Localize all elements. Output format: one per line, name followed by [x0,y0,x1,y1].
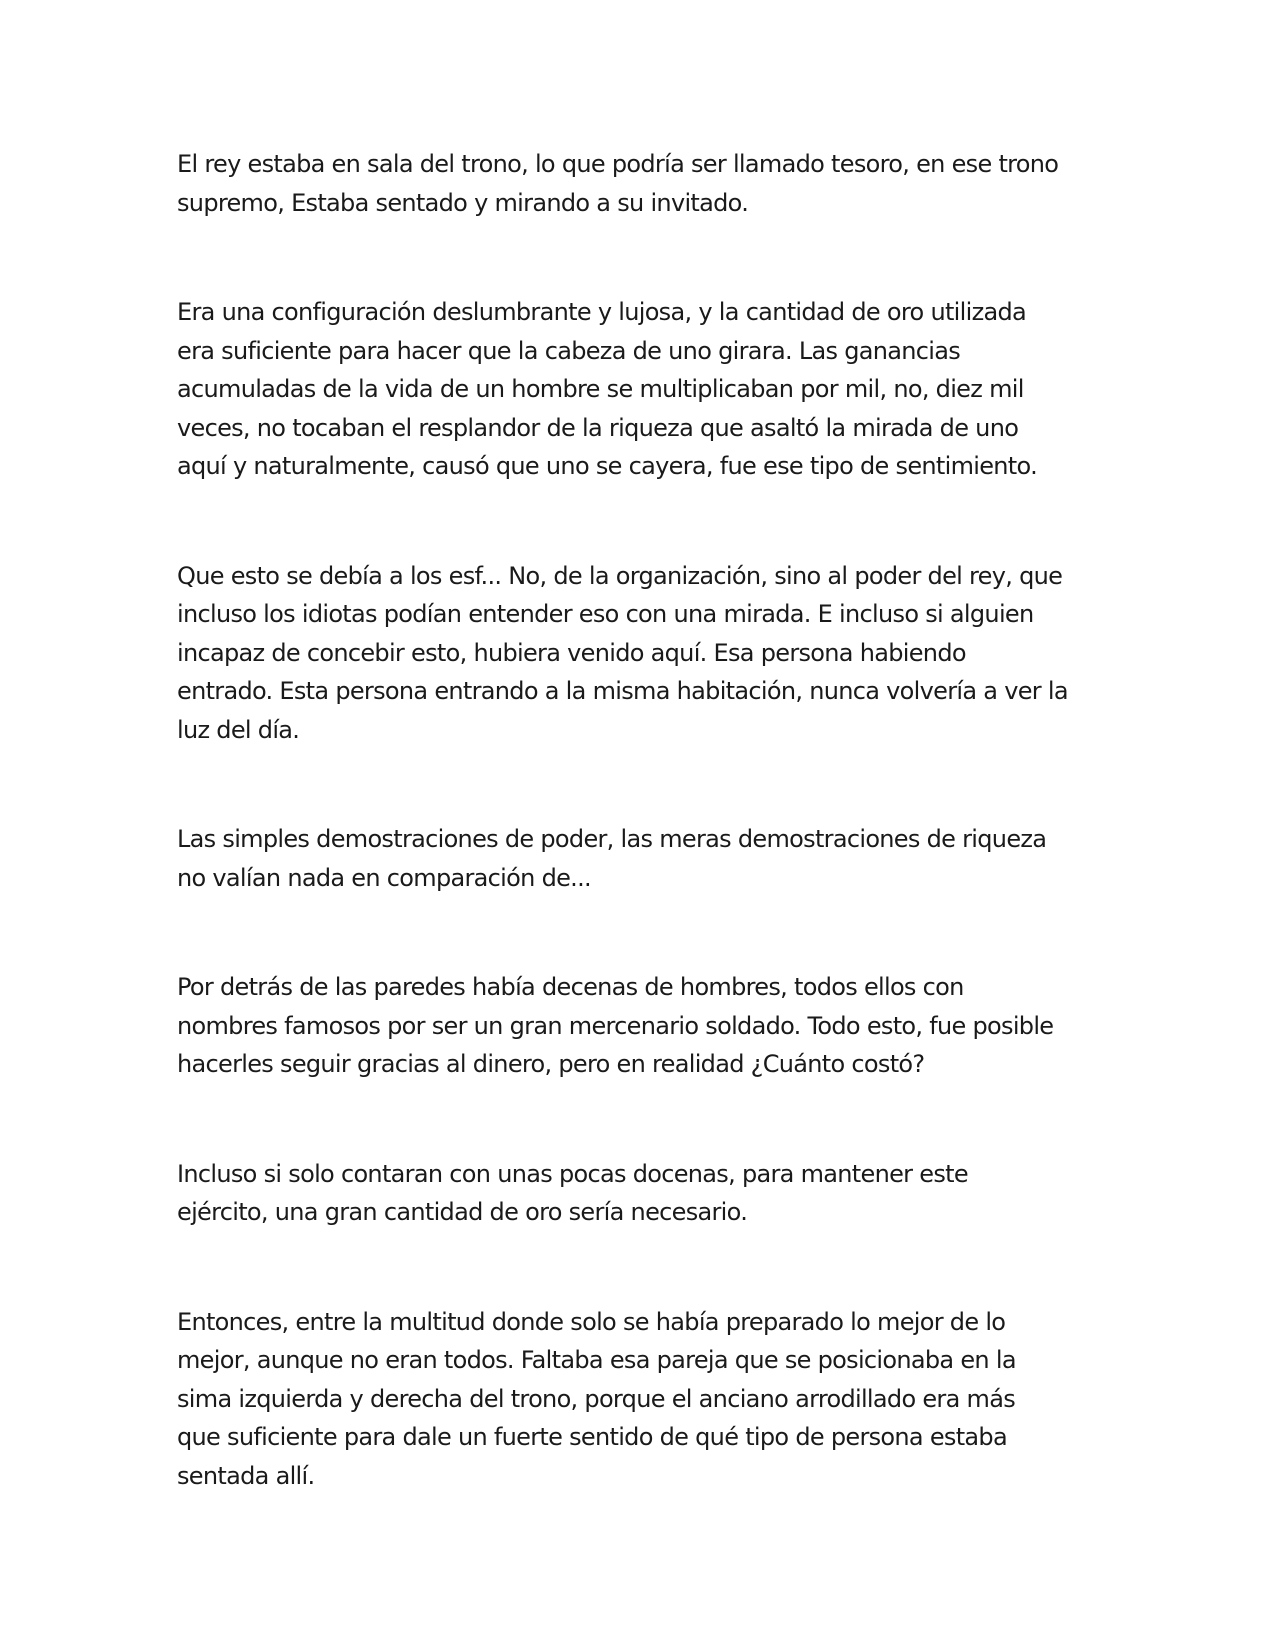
paragraph: El rey estaba en sala del trono, lo que podría ser llamado tesoro, en ese trono supremo, Estaba sentado y mirando a su invitado. [177,150,1059,217]
paragraph: Era una configuración deslumbrante y lujosa, y la cantidad de oro utilizada era suficiente para hacer que la cabeza de uno girara. Las ganancias acumuladas de la vida de un hombre se multiplicaban por mil, no, diez mil veces, no tocaban el resplandor de la riqueza que asaltó la mirada de uno aquí y naturalmente, causó que uno se cayera, fue ese tipo de sentimiento. [177,298,1038,480]
paragraph: Las simples demostraciones de poder, las meras demostraciones de riqueza no valían nada en comparación de... [177,825,1047,892]
document-body [177,145,1107,1495]
paragraph: Incluso si solo contaran con unas pocas docenas, para mantener este ejército, una gran cantidad de oro sería necesario. [177,1159,968,1226]
paragraph: Por detrás de las paredes había decenas de hombres, todos ellos con nombres famosos por ser un gran mercenario soldado. Todo esto, fue posible hacerles seguir gracias al dinero, pero en realidad ¿Cuánto costó? [177,973,1054,1078]
paragraph: Entonces, entre la multitud donde solo se había preparado lo mejor de lo mejor, aunque no eran todos. Faltaba esa pareja que se posicionaba en la sima izquierda y derecha del trono, porque el anciano arrodillado era más que suficiente para dale un fuerte sentido de qué tipo de persona estaba sentada allí. [177,1307,1016,1490]
paragraph: Que esto se debía a los esf... No, de la organización, sino al poder del rey, que incluso los idiotas podían entender eso con una mirada. E incluso si alguien incapaz de concebir esto, hubiera venido aquí. Esa persona habiendo entrado. Esta persona entrando a la misma habitación, nunca volvería a ver la luz del día. [177,561,1068,744]
